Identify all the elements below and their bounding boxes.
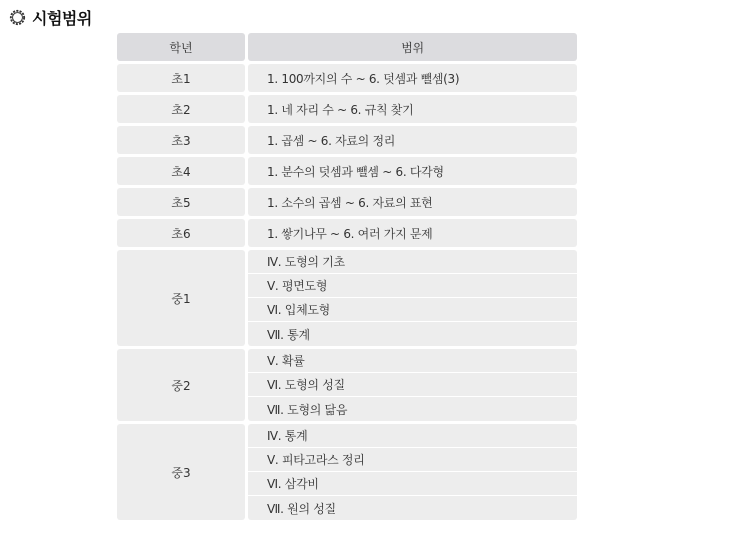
grade-cell: 중2: [117, 349, 245, 421]
header-range: 범위: [248, 33, 577, 61]
unit-item: Ⅴ. 확률: [248, 349, 577, 373]
table-row: [117, 188, 577, 216]
range-cell: 1. 분수의 덧셈과 뺄셈 ~ 6. 다각형: [248, 157, 577, 185]
table-row: [117, 250, 577, 346]
unit-item: Ⅴ. 피타고라스 정리: [248, 448, 577, 472]
unit-list: [248, 250, 577, 346]
range-cell: 1. 쌓기나무 ~ 6. 여러 가지 문제: [248, 219, 577, 247]
range-cell: 1. 소수의 곱셈 ~ 6. 자료의 표현: [248, 188, 577, 216]
table-row: [117, 424, 577, 520]
unit-list: [248, 424, 577, 520]
unit-item: Ⅵ. 도형의 성질: [248, 373, 577, 397]
page-title-label: 시험범위: [32, 8, 92, 28]
unit-list: [248, 349, 577, 421]
page-title: [8, 6, 92, 28]
table-row: [117, 126, 577, 154]
grade-cell: 초1: [117, 64, 245, 92]
table-header-row: [117, 33, 577, 61]
table-row: [117, 95, 577, 123]
range-cell: 1. 곱셈 ~ 6. 자료의 정리: [248, 126, 577, 154]
grade-cell: 초2: [117, 95, 245, 123]
unit-item: Ⅳ. 도형의 기초: [248, 250, 577, 274]
unit-item: Ⅵ. 삼각비: [248, 472, 577, 496]
header-grade: 학년: [117, 33, 245, 61]
range-cell: 1. 100까지의 수 ~ 6. 덧셈과 뺄셈(3): [248, 64, 577, 92]
circle-icon: [8, 8, 27, 27]
grade-cell: 초4: [117, 157, 245, 185]
unit-item: Ⅴ. 평면도형: [248, 274, 577, 298]
grade-cell: 중3: [117, 424, 245, 520]
table-row: [117, 349, 577, 421]
unit-item: Ⅳ. 통계: [248, 424, 577, 448]
grade-cell: 초3: [117, 126, 245, 154]
unit-item: Ⅶ. 도형의 닮음: [248, 397, 577, 421]
exam-range-table: [117, 33, 577, 523]
grade-cell: 중1: [117, 250, 245, 346]
table-row: [117, 219, 577, 247]
grade-cell: 초5: [117, 188, 245, 216]
grade-cell: 초6: [117, 219, 245, 247]
unit-item: Ⅵ. 입체도형: [248, 298, 577, 322]
unit-item: Ⅶ. 통계: [248, 322, 577, 346]
unit-item: Ⅶ. 원의 성질: [248, 496, 577, 520]
range-cell: 1. 네 자리 수 ~ 6. 규칙 찾기: [248, 95, 577, 123]
table-row: [117, 64, 577, 92]
table-row: [117, 157, 577, 185]
